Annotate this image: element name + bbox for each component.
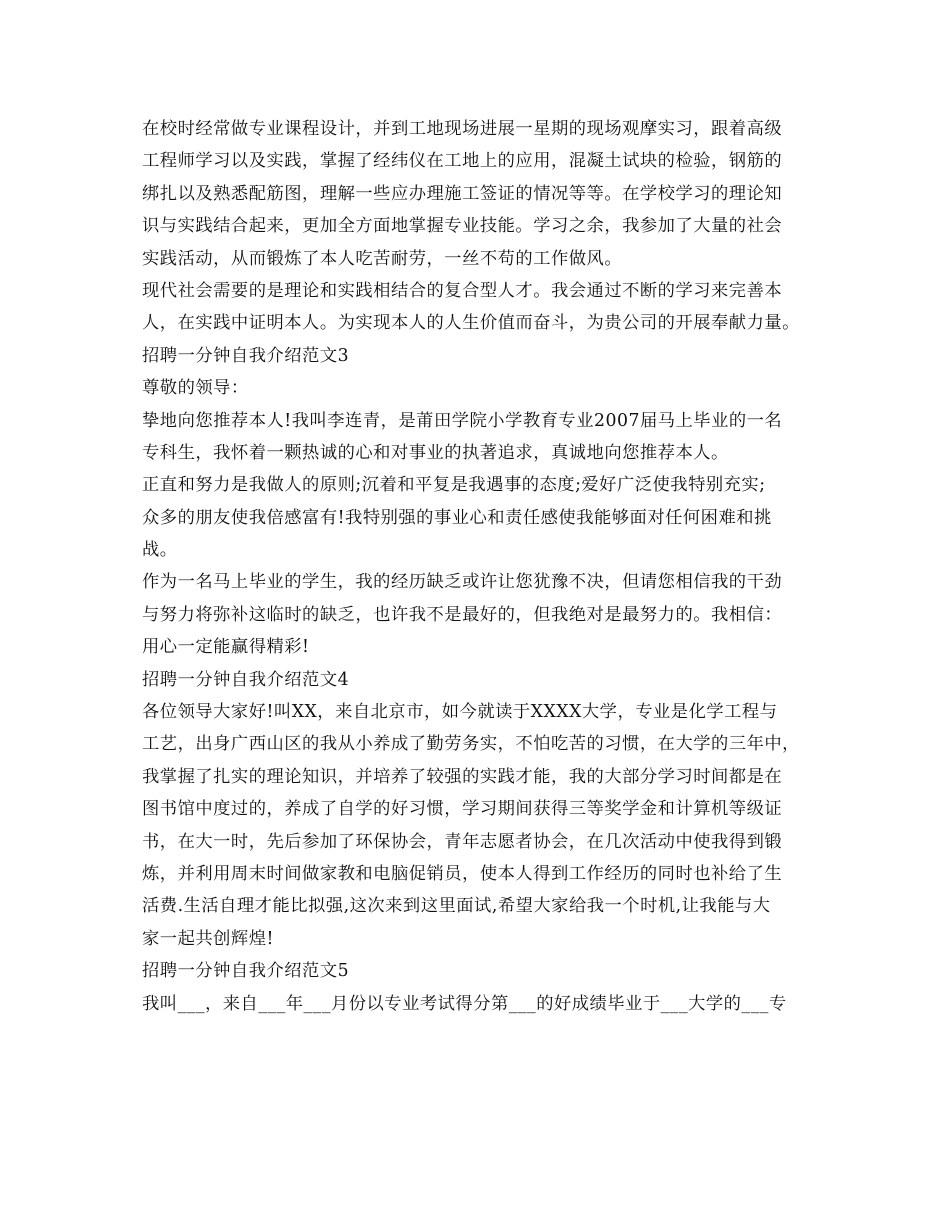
paragraph-line: 众多的朋友使我倍感富有!我特别强的事业心和责任感使我能够面对任何困难和挑 (142, 507, 772, 528)
paragraph-line: 专科生，我怀着一颗热诚的心和对事业的执著追求，真诚地向您推荐本人。 (142, 442, 729, 463)
paragraph-line: 现代社会需要的是理论和实践相结合的复合型人才。我会通过不断的学习来完善本 (142, 280, 783, 301)
paragraph-line: 作为一名马上毕业的学生，我的经历缺乏或许让您犹豫不决，但请您相信我的干劲 (142, 572, 783, 593)
document-body (142, 113, 832, 1020)
paragraph-line: 炼，并利用周末时间做家教和电脑促销员，使本人得到工作经历的同时也补给了生 (142, 863, 783, 884)
paragraph-line: 图书馆中度过的，养成了自学的好习惯，学习期间获得三等奖学金和计算机等级证 (142, 799, 783, 820)
paragraph-line: 书，在大一时，先后参加了环保协会，青年志愿者协会，在几次活动中使我得到锻 (142, 831, 783, 852)
section-heading: 招聘一分钟自我介绍范文5 (142, 961, 350, 982)
section-heading: 招聘一分钟自我介绍范文4 (142, 669, 350, 690)
paragraph-line: 绑扎以及熟悉配筋图，理解一些应办理施工签证的情况等等。在学校学习的理论知 (142, 183, 783, 204)
paragraph-line: 与努力将弥补这临时的缺乏，也许我不是最好的，但我绝对是最努力的。我相信： (142, 604, 783, 625)
paragraph-line: 用心一定能赢得精彩! (142, 637, 310, 658)
section-heading: 招聘一分钟自我介绍范文3 (142, 345, 350, 366)
paragraph-line: 在校时经常做专业课程设计，并到工地现场进展一星期的现场观摩实习，跟着高级 (142, 119, 783, 139)
salutation: 尊敬的领导： (142, 378, 249, 399)
paragraph-line: 人，在实践中证明本人。为实现本人的人生价值而奋斗，为贵公司的开展奉献力量。 (142, 313, 800, 334)
paragraph-line: 工艺，出身广西山区的我从小养成了勤劳务实，不怕吃苦的习惯，在大学的三年中， (142, 734, 800, 755)
paragraph-line: 识与实践结合起来，更加全方面地掌握专业技能。学习之余，我参加了大量的社会 (142, 216, 783, 237)
paragraph-line: 各位领导大家好!叫XX，来自北京市，如今就读于XXXX大学，专业是化学工程与 (142, 702, 778, 723)
paragraph-line: 战。 (142, 540, 178, 561)
paragraph-line: 正直和努力是我做人的原则;沉着和平复是我遇事的态度;爱好广泛使我特别充实; (142, 475, 766, 496)
paragraph-line: 我叫___，来自___年___月份以专业考试得分第___的好成绩毕业于___大学的___专 (142, 993, 787, 1014)
paragraph-line: 挚地向您推荐本人!我叫李连青，是莆田学院小学教育专业2007届马上毕业的一名 (142, 410, 783, 431)
paragraph-line: 我掌握了扎实的理论知识，并培养了较强的实践才能，我的大部分学习时间都是在 (142, 766, 783, 787)
paragraph-line: 家一起共创辉煌! (142, 928, 274, 949)
paragraph-line: 活费.生活自理才能比拟强,这次来到这里面试,希望大家给我一个时机,让我能与大 (142, 896, 771, 917)
paragraph-line: 工程师学习以及实践，掌握了经纬仪在工地上的应用，混凝土试块的检验，钢筋的 (142, 151, 783, 172)
paragraph-line: 实践活动，从而锻炼了本人吃苦耐劳，一丝不苟的工作做风。 (142, 248, 623, 269)
